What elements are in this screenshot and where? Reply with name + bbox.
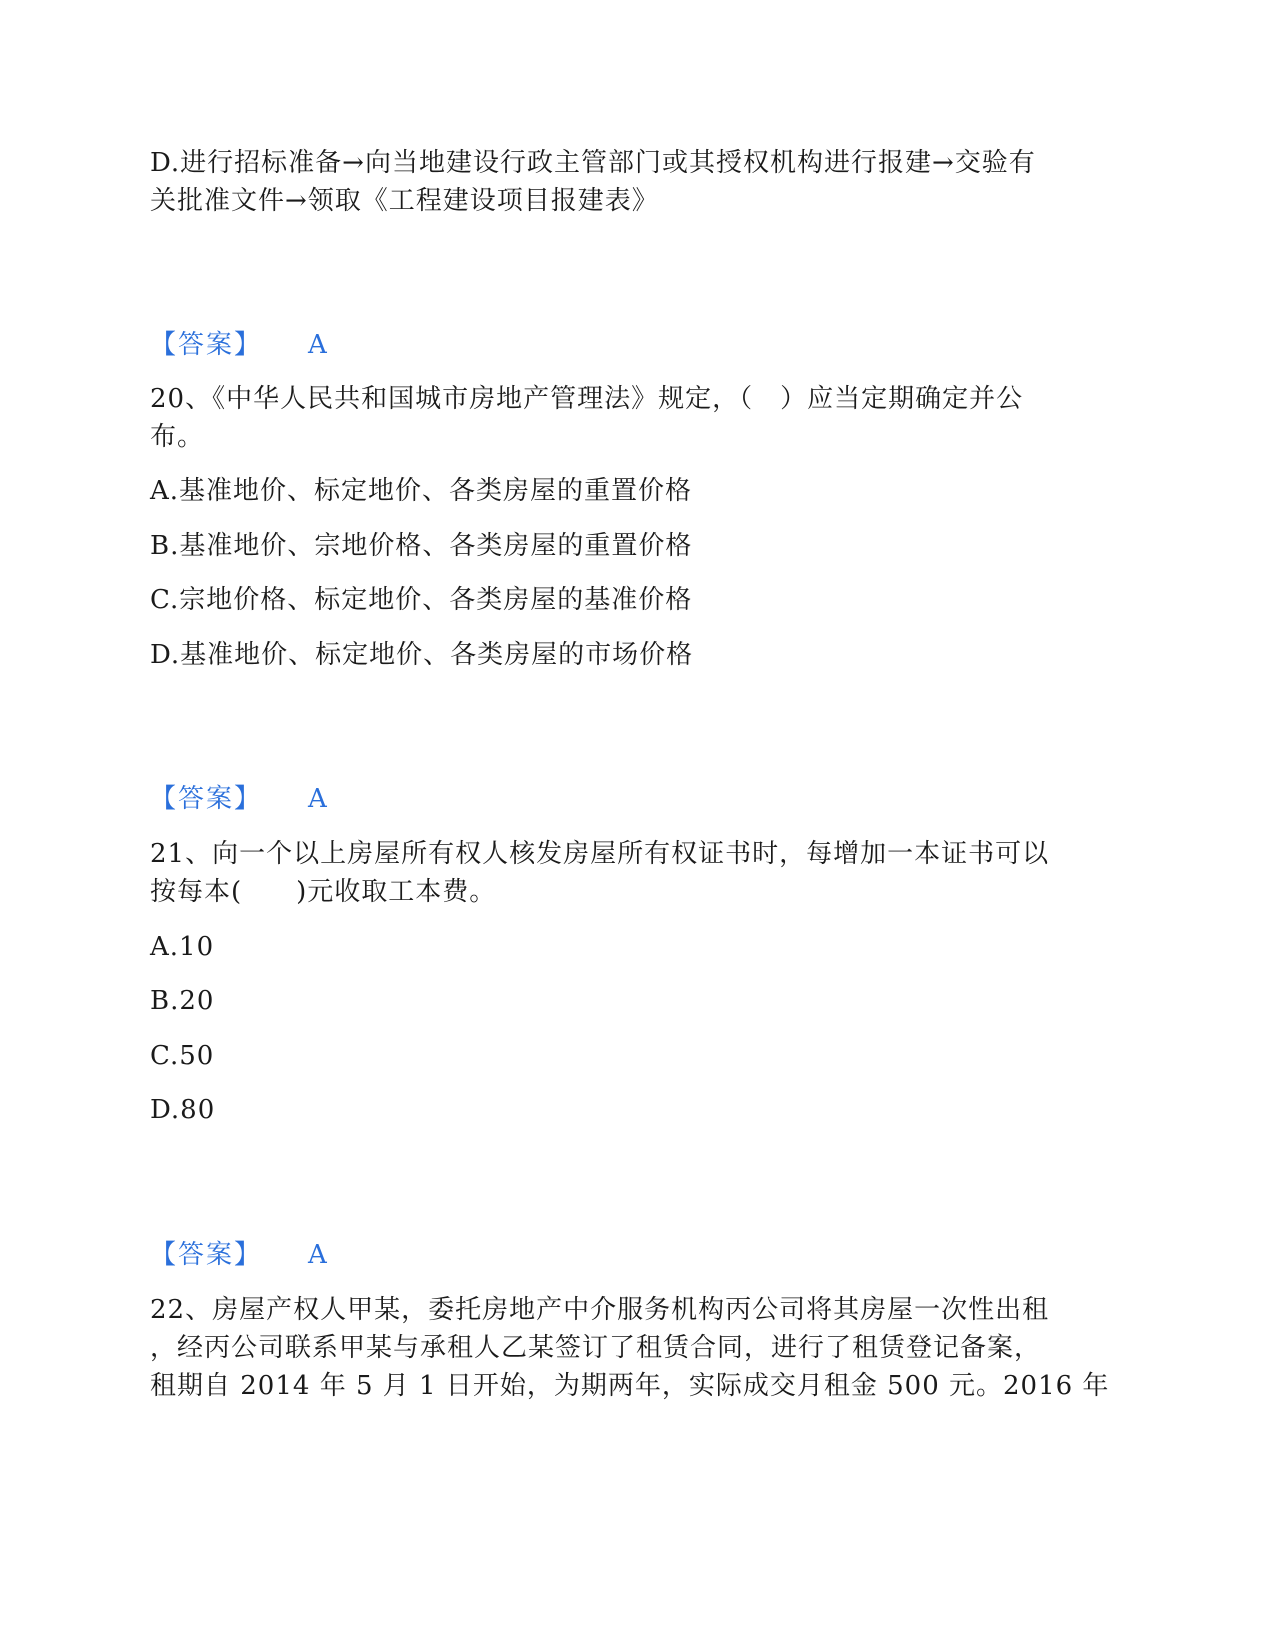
q20-answer (150, 780, 327, 818)
q21-stem-line2: 按每本( )元收取工本费。 (150, 877, 497, 907)
answer-label: 【答案】 (150, 1240, 263, 1270)
q21-option-a: A.10 (150, 932, 215, 962)
q21-stem-line1: 21、向一个以上房屋所有权人核发房屋所有权证书时，每增加一本证书可以 (150, 839, 1050, 869)
q19-answer (150, 326, 327, 364)
q20-option-d: D.基准地价、标定地价、各类房屋的市场价格 (150, 640, 694, 670)
q20-stem-line2: 布。 (150, 422, 205, 452)
q19-option-d-line2: 关批准文件→领取《工程建设项目报建表》 (150, 186, 659, 216)
q21-option-b: B.20 (150, 986, 215, 1016)
answer-value: A (308, 784, 327, 814)
q20-option-b: B.基准地价、宗地价格、各类房屋的重置价格 (150, 531, 693, 561)
q22-stem-line2: ，经丙公司联系甲某与承租人乙某签订了租赁合同，进行了租赁登记备案， (150, 1333, 1042, 1363)
answer-label: 【答案】 (150, 330, 263, 360)
q21-option-c: C.50 (150, 1041, 215, 1071)
q22-stem-line1: 22、房屋产权人甲某，委托房地产中介服务机构丙公司将其房屋一次性出租 (150, 1295, 1050, 1325)
q19-option-d-line1: D.进行招标准备→向当地建设行政主管部门或其授权机构进行报建→交验有 (150, 148, 1036, 178)
answer-value: A (308, 330, 327, 360)
answer-label: 【答案】 (150, 784, 263, 814)
q21-answer (150, 1236, 327, 1274)
q20-option-a: A.基准地价、标定地价、各类房屋的重置价格 (150, 476, 693, 506)
q22-stem-line3: 租期自 2014 年 5 月 1 日开始，为期两年，实际成交月租金 500 元。2016 年 (150, 1371, 1110, 1401)
answer-value: A (308, 1240, 327, 1270)
q20-stem-line1: 20、《中华人民共和国城市房地产管理法》规定，（ ）应当定期确定并公 (150, 384, 1024, 414)
q21-option-d: D.80 (150, 1095, 216, 1125)
q20-option-c: C.宗地价格、标定地价、各类房屋的基准价格 (150, 585, 693, 615)
